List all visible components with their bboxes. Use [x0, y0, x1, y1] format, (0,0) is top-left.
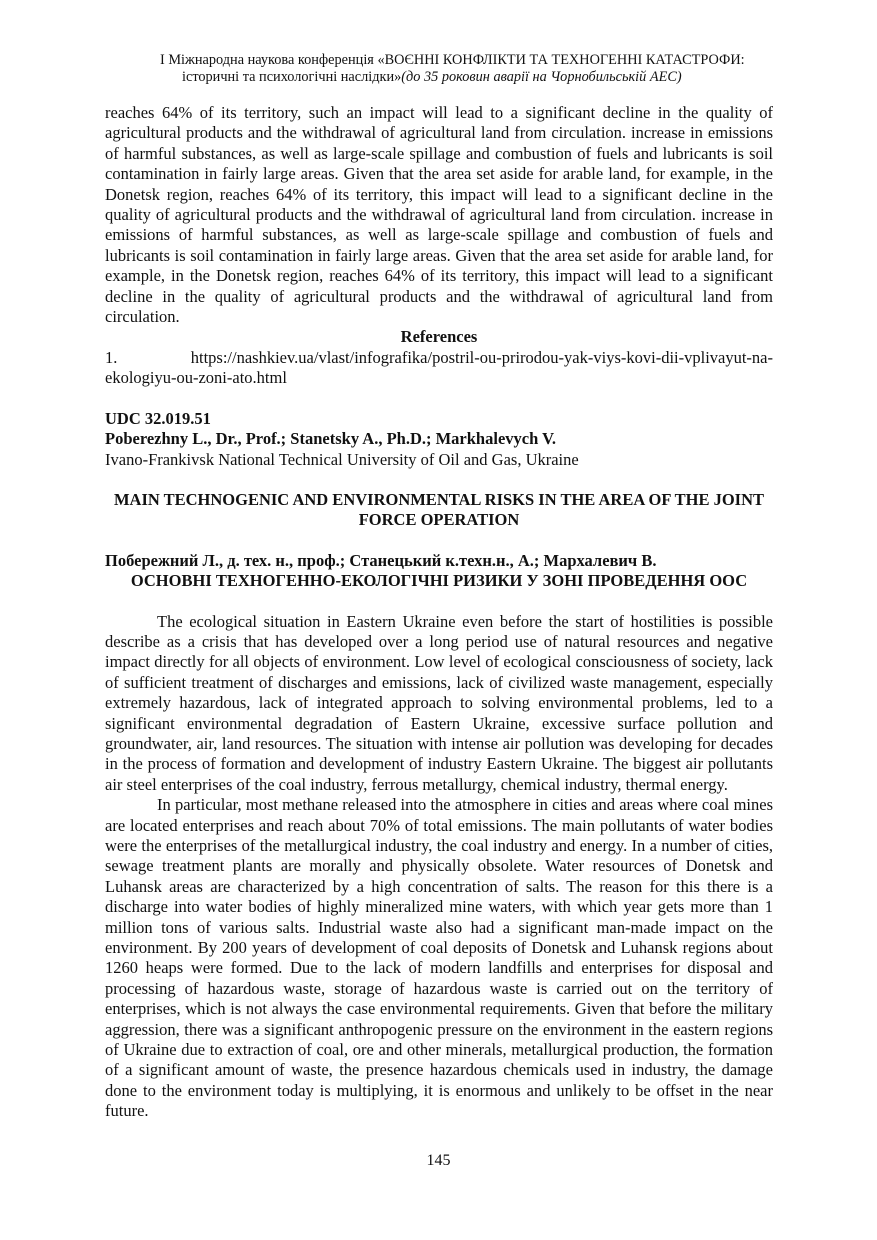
- header-line-2: [160, 69, 800, 86]
- continued-paragraph: reaches 64% of its territory, such an impact will lead to a significant decline in the quality of agricultural products and the withdrawal of agricultural land from circulation. increase in emissions of harmful substances, as well as large-scale spillage and combustion of fuels and lubricants is soil contamination in fairly large areas. Given that the area set aside for arable land, for example, in the Donetsk region, reaches 64% of its territory, this impact will lead to a significant decline in the quality of agricultural products and the withdrawal of agricultural land from circulation. increase in emissions of harmful substances, as well as large-scale spillage and combustion of fuels and lubricants is soil contamination in fairly large areas. Given that the area set aside for arable land, for example, in the Donetsk region, reaches 64% of its territory, this impact will lead to a significant decline in the quality of agricultural products and the withdrawal of agricultural land from circulation.: [105, 103, 773, 327]
- header-line-1: I Міжнародна наукова конференція «ВОЄННІ КОНФЛІКТИ ТА ТЕХНОГЕННІ КАТАСТРОФИ:: [160, 52, 745, 68]
- header-line-2-italic: (до 35 роковин аварії на Чорнобильській АЕС): [401, 69, 682, 85]
- references-heading: References: [400, 327, 478, 347]
- page-number: 145: [426, 1152, 451, 1169]
- article-title-ua: ОСНОВНІ ТЕХНОГЕННО-ЕКОЛОГІЧНІ РИЗИКИ У ЗОНІ ПРОВЕДЕННЯ ООС: [130, 571, 748, 591]
- spacer: [105, 531, 773, 551]
- article-authors-ua: Побережний Л., д. тех. н., проф.; Станецький к.техн.н., А.; Мархалевич В.: [105, 550, 657, 570]
- article-affiliation: Ivano-Frankivsk National Technical University of Oil and Gas, Ukraine: [105, 449, 579, 469]
- body-paragraph-2: In particular, most methane released into the atmosphere in cities and areas where coal mines are located enterprises and reach about 70% of total emissions. The main pollutants of water bodies were the enterprises of the metallurgical industry, the coal industry and energy. In a number of cities, sewage treatment plants are morally and physically obsolete. Water resources of Donetsk and Luhansk areas are characterized by a high concentration of salts. The reason for this there is a discharge into water bodies of highly mineralized mine waters, with which year gets more than 1 million tons of various salts. Industrial waste also had a significant man-made impact on the environment. By 200 years of development of coal deposits of Donetsk and Luhansk regions about 1260 heaps were formed. Due to the lack of modern landfills and enterprises for disposal and processing of hazardous waste, storage of hazardous waste is carried out on the territory of enterprises, which is not always the case environmental requirements. Given that before the military aggression, there was a significant anthropogenic pressure on the environment in the eastern regions of Ukraine due to extraction of coal, ore and other minerals, metallurgical production, the formation of a significant amount of waste, the presence hazardous chemicals used in industry, the damage done to the environment today is multiplying, it is enormous and unlikely to be offset in the near future.: [105, 795, 773, 1121]
- spacer: [105, 389, 773, 409]
- conference-header: [160, 52, 800, 86]
- article-title: MAIN TECHNOGENIC AND ENVIRONMENTAL RISKS IN THE AREA OF THE JOINT FORCE OPERATION: [113, 489, 765, 530]
- reference-item: 1. https://nashkiev.ua/vlast/infografika/postril-ou-prirodou-yak-viys-kovi-dii-vplivayut-na-ekologiyu-ou-zoni-ato.html: [105, 347, 773, 388]
- article-authors: Poberezhny L., Dr., Prof.; Stanetsky A., Ph.D.; Markhalevych V.: [105, 429, 557, 449]
- page-content: [105, 103, 773, 1122]
- spacer: [105, 592, 773, 612]
- header-line-2-plain: історичні та психологічні наслідки»: [182, 69, 402, 85]
- body-paragraph-1: The ecological situation in Eastern Ukraine even before the start of hostilities is possible describe as a crisis that has developed over a long period use of natural resources and negative impact directly for all objects of environment. Low level of ecological consciousness of society, lack of sufficient treatment of discharges and emissions, lack of civilized waste management, especially extremely hazardous, lack of integrated approach to solving environmental problems, led to a significant environmental degradation of Eastern Ukraine, excessive surface pollution and groundwater, air, land resources. The situation with intense air pollution was developing for decades in the process of formation and development of industry Eastern Ukraine. The biggest air pollutants air steel enterprises of the coal industry, ferrous metallurgy, chemical industry, thermal energy.: [105, 611, 773, 794]
- spacer: [105, 470, 773, 490]
- udc-code: UDC 32.019.51: [105, 408, 211, 428]
